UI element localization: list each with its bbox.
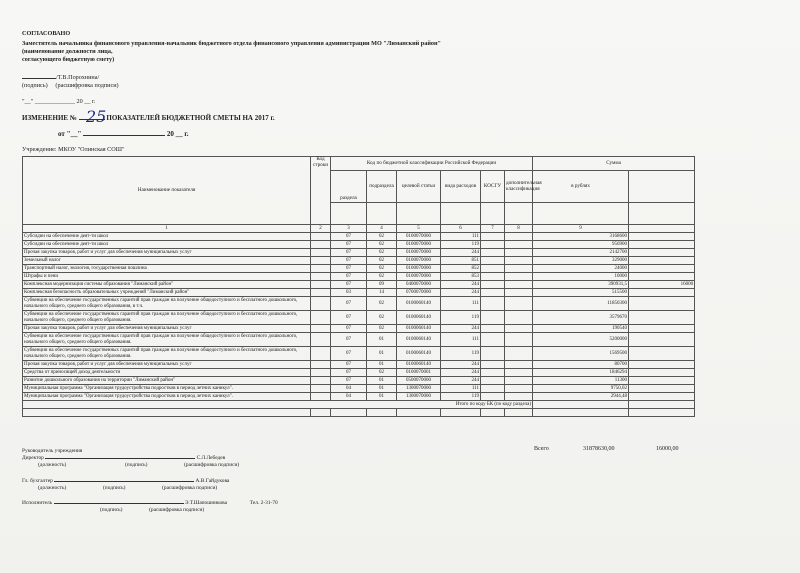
row-dop xyxy=(505,241,533,249)
table-row xyxy=(23,377,695,385)
col-kbk-header: Код по бюджетной классификации Российской Федерации xyxy=(331,157,533,171)
row-vid: 119 xyxy=(441,393,481,401)
row-kosgu xyxy=(481,369,505,377)
row-podrazdel: 02 xyxy=(367,369,397,377)
blank-cell xyxy=(23,409,311,417)
row-extra xyxy=(629,347,695,361)
row-kosgu xyxy=(481,233,505,241)
sub-razdel: раздела xyxy=(331,171,367,203)
sign-caption: (подпись) xyxy=(22,82,48,89)
row-name: Субвенции на обеспечение государственных гарантий прав граждан на получение общедоступного и бесплатного дошкольного, начального общего, среднего общего образования. xyxy=(23,333,311,347)
row-razdel: 07 xyxy=(331,249,367,257)
row-vid: 853 xyxy=(441,273,481,281)
accountant-captions xyxy=(38,485,217,492)
row-podrazdel: 01 xyxy=(367,333,397,347)
row-kosgu xyxy=(481,289,505,297)
row-razdel: 07 xyxy=(331,233,367,241)
row-razdel: 04 xyxy=(331,393,367,401)
from-prefix: от "__" xyxy=(58,130,82,138)
blank-cell xyxy=(505,409,533,417)
row-extra xyxy=(629,361,695,369)
row-razdel: 07 xyxy=(331,265,367,273)
accountant-title: Гл. бухгалтер xyxy=(22,478,53,484)
row-sum: 11850300 xyxy=(533,297,629,311)
budget-table xyxy=(22,156,695,417)
head-label: Руководитель учреждения xyxy=(22,448,83,454)
row-podrazdel: 01 xyxy=(367,377,397,385)
row-vid: 244 xyxy=(441,325,481,333)
row-extra xyxy=(629,273,695,281)
row-sum: 10000 xyxy=(533,273,629,281)
row-sum: 390931,5 xyxy=(533,281,629,289)
row-extra xyxy=(629,297,695,311)
col-code-header: Код строки xyxy=(311,157,331,225)
row-vid: 111 xyxy=(441,297,481,311)
row-name: Прочая закупка товаров, работ и услуг для обеспечения муниципальных услуг xyxy=(23,325,311,333)
row-extra xyxy=(629,377,695,385)
row-podrazdel: 02 xyxy=(367,233,397,241)
row-name: Прочая закупка товаров, работ и услуг для обеспечения муниципальных услуг xyxy=(23,249,311,257)
row-name: Субвенции на обеспечение государственных гарантий прав граждан на получение общедоступного и бесплатного дошкольного, начального общего, среднего общего образования, в т.ч. xyxy=(23,297,311,311)
row-code xyxy=(311,249,331,257)
table-row xyxy=(23,289,695,297)
row-razdel: 07 xyxy=(331,325,367,333)
signer-name: /Т.В.Порохнина/ xyxy=(56,74,100,81)
blank-cell xyxy=(331,409,367,417)
row-razdel: 07 xyxy=(331,241,367,249)
row-name: Комплексная безопасность образовательных учреждений "Лиманский район" xyxy=(23,289,311,297)
row-code xyxy=(311,385,331,393)
row-celevaya: 0500070000 xyxy=(397,377,441,385)
blank-cell xyxy=(441,409,481,417)
row-dop xyxy=(505,233,533,241)
row-sum: 190540 xyxy=(533,325,629,333)
executor-title: Исполнитель xyxy=(22,500,53,506)
table-row xyxy=(23,369,695,377)
row-celevaya: 0100070001 xyxy=(397,369,441,377)
table-row xyxy=(23,273,695,281)
row-sum: 329000 xyxy=(533,257,629,265)
table-row xyxy=(23,297,695,311)
row-razdel: 07 xyxy=(331,361,367,369)
row-razdel: 07 xyxy=(331,333,367,347)
grand-total-extra: 16000,00 xyxy=(656,446,679,452)
row-vid: 111 xyxy=(441,385,481,393)
sub-rub: в рублях xyxy=(533,171,629,203)
table-row xyxy=(23,385,695,393)
sub-cel: целевой статьи xyxy=(397,171,441,203)
column-number: 9 xyxy=(533,225,629,233)
table-row xyxy=(23,233,695,241)
row-vid: 851 xyxy=(441,257,481,265)
institution-line: Учреждение: МКОУ "Олинская СОШ" xyxy=(22,146,125,153)
row-celevaya: 0100060140 xyxy=(397,297,441,311)
row-kosgu xyxy=(481,273,505,281)
row-kosgu xyxy=(481,325,505,333)
blank-cell xyxy=(311,409,331,417)
sub-kosgu: КОСГУ xyxy=(481,171,505,203)
row-name: Штрафы и пени xyxy=(23,273,311,281)
row-vid: 111 xyxy=(441,333,481,347)
row-podrazdel: 02 xyxy=(367,325,397,333)
row-extra xyxy=(629,325,695,333)
row-extra xyxy=(629,233,695,241)
row-celevaya: 0100070000 xyxy=(397,241,441,249)
row-name: Средства от приносящей доход деятельности xyxy=(23,369,311,377)
row-kosgu xyxy=(481,385,505,393)
caption-position: (должность) xyxy=(38,485,67,491)
row-celevaya: 1300070000 xyxy=(397,393,441,401)
grand-total-sum: 31878630,00 xyxy=(583,446,615,452)
table-row xyxy=(23,347,695,361)
row-sum: 11300 xyxy=(533,377,629,385)
row-vid: 244 xyxy=(441,377,481,385)
grand-total-label: Всего xyxy=(534,446,549,452)
row-razdel: 07 xyxy=(331,369,367,377)
row-extra xyxy=(629,289,695,297)
row-celevaya: 0100060140 xyxy=(397,311,441,325)
row-name: Прочая закупка товаров, работ и услуг для обеспечения муниципальных услуг xyxy=(23,361,311,369)
row-podrazdel: 02 xyxy=(367,257,397,265)
row-kosgu xyxy=(481,265,505,273)
row-razdel: 07 xyxy=(331,311,367,325)
executor-captions xyxy=(100,507,204,514)
row-name: Субвенции на обеспечение государственных гарантий прав граждан на получение общедоступного и бесплатного дошкольного, начального общего, среднего общего образования. xyxy=(23,311,311,325)
table-row xyxy=(23,249,695,257)
row-podrazdel: 02 xyxy=(367,273,397,281)
row-kosgu xyxy=(481,377,505,385)
table-header-row xyxy=(23,157,695,171)
blank-cell xyxy=(481,409,505,417)
row-podrazdel: 01 xyxy=(367,347,397,361)
row-podrazdel: 14 xyxy=(367,289,397,297)
row-dop xyxy=(505,333,533,347)
caption-sign: (подпись) xyxy=(100,507,123,513)
col-name-header: Наименование показателя xyxy=(23,157,311,225)
director-title: Директор xyxy=(22,455,44,461)
row-extra: 16000 xyxy=(629,281,695,289)
row-kosgu xyxy=(481,281,505,289)
table-row xyxy=(23,265,695,273)
row-dop xyxy=(505,289,533,297)
change-title xyxy=(22,114,275,122)
row-extra xyxy=(629,393,695,401)
position-note-2: согласующего бюджетную смету) xyxy=(22,56,115,63)
row-celevaya: 0100070000 xyxy=(397,265,441,273)
row-sum: 1846294 xyxy=(533,369,629,377)
row-kosgu xyxy=(481,257,505,265)
row-podrazdel: 01 xyxy=(367,361,397,369)
row-podrazdel: 02 xyxy=(367,241,397,249)
row-razdel: 04 xyxy=(331,385,367,393)
column-number: 3 xyxy=(331,225,367,233)
row-extra xyxy=(629,249,695,257)
row-code xyxy=(311,257,331,265)
signer-captions xyxy=(22,82,119,90)
row-code xyxy=(311,311,331,325)
approver-position: Заместитель начальника финансового управления-начальник бюджетного отдела финансового управления администрации МО "Лиманский район" xyxy=(22,40,441,47)
column-number: 1 xyxy=(23,225,311,233)
table-row xyxy=(23,361,695,369)
sub-podrazdel: подраздела xyxy=(367,171,397,203)
decode-caption: (расшифровка подписи) xyxy=(55,82,119,89)
row-code xyxy=(311,297,331,311)
row-vid: 119 xyxy=(441,347,481,361)
row-podrazdel: 02 xyxy=(367,265,397,273)
row-celevaya: 0400070000 xyxy=(397,281,441,289)
row-kosgu xyxy=(481,311,505,325)
row-extra xyxy=(629,241,695,249)
blank-cell xyxy=(397,409,441,417)
row-dop xyxy=(505,385,533,393)
row-name: Земельный налог xyxy=(23,257,311,265)
row-extra xyxy=(629,265,695,273)
row-vid: 244 xyxy=(441,289,481,297)
row-code xyxy=(311,241,331,249)
executor-line xyxy=(22,500,278,507)
row-celevaya: 0700070000 xyxy=(397,289,441,297)
row-sum: 956900 xyxy=(533,241,629,249)
row-vid: 119 xyxy=(441,311,481,325)
caption-decode: (расшифровка подписи) xyxy=(149,507,205,513)
row-podrazdel: 01 xyxy=(367,393,397,401)
row-kosgu xyxy=(481,361,505,369)
director-name: С.Л.Лебедев xyxy=(196,455,226,461)
caption-sign: (подпись) xyxy=(103,485,126,491)
row-name: Развитие дошкольного образования на территории "Лиманский район" xyxy=(23,377,311,385)
row-vid: 852 xyxy=(441,265,481,273)
column-number: 5 xyxy=(397,225,441,233)
change-prefix: ИЗМЕНЕНИЕ № xyxy=(22,114,77,122)
date-line: "__" _____________ 20 __ г. xyxy=(22,98,96,105)
row-sum: 5200000 xyxy=(533,333,629,347)
row-vid: 244 xyxy=(441,281,481,289)
row-sum: 2142700 xyxy=(533,249,629,257)
caption-position: (должность) xyxy=(38,462,67,468)
blank-row xyxy=(23,409,695,417)
caption-decode: (расшифровка подписи) xyxy=(184,462,240,468)
row-razdel: 07 xyxy=(331,281,367,289)
row-podrazdel: 02 xyxy=(367,249,397,257)
row-name: Субсидии на обеспечение деят-ти школ xyxy=(23,233,311,241)
sub-vid: вида расходов xyxy=(441,171,481,203)
row-razdel: 07 xyxy=(331,257,367,265)
row-kosgu xyxy=(481,297,505,311)
row-podrazdel: 09 xyxy=(367,281,397,289)
handwritten-change-number: 25 xyxy=(86,107,107,126)
executor-name: Э.Т.Шапошникова xyxy=(184,500,228,506)
row-sum: 3579670 xyxy=(533,311,629,325)
row-celevaya: 0100060140 xyxy=(397,361,441,369)
row-dop xyxy=(505,257,533,265)
row-razdel: 07 xyxy=(331,297,367,311)
director-captions xyxy=(38,462,239,469)
row-kosgu xyxy=(481,241,505,249)
row-sum: 515500 xyxy=(533,289,629,297)
column-number: 4 xyxy=(367,225,397,233)
row-kosgu xyxy=(481,249,505,257)
table-row xyxy=(23,311,695,325)
row-vid: 111 xyxy=(441,233,481,241)
row-code xyxy=(311,273,331,281)
table-row xyxy=(23,257,695,265)
column-number xyxy=(629,225,695,233)
row-dop xyxy=(505,369,533,377)
row-podrazdel: 02 xyxy=(367,297,397,311)
row-code xyxy=(311,377,331,385)
total-extra xyxy=(629,401,695,409)
row-dop xyxy=(505,265,533,273)
row-code xyxy=(311,325,331,333)
row-sum: 2944,48 xyxy=(533,393,629,401)
row-name: Муниципальная программа "Организация трудоустройства подростков в период летних каникул". xyxy=(23,385,311,393)
row-vid: 244 xyxy=(441,249,481,257)
accountant-line xyxy=(22,478,229,485)
row-code xyxy=(311,333,331,347)
row-extra xyxy=(629,311,695,325)
row-extra xyxy=(629,385,695,393)
row-dop xyxy=(505,297,533,311)
caption-sign: (подпись) xyxy=(125,462,148,468)
row-celevaya: 0100070000 xyxy=(397,249,441,257)
row-code xyxy=(311,369,331,377)
sub-extra xyxy=(629,171,695,203)
table-row xyxy=(23,333,695,347)
row-vid: 119 xyxy=(441,241,481,249)
row-code xyxy=(311,281,331,289)
total-label: Итого по коду БК (по коду раздела) xyxy=(23,401,533,409)
row-kosgu xyxy=(481,333,505,347)
blank-cell xyxy=(533,409,629,417)
row-podrazdel: 01 xyxy=(367,385,397,393)
from-date-line xyxy=(58,130,189,138)
signer-line xyxy=(22,74,99,82)
table-row xyxy=(23,393,695,401)
column-number-row xyxy=(23,225,695,233)
caption-decode: (расшифровка подписи) xyxy=(162,485,218,491)
col-sum-header: Сумма xyxy=(533,157,695,171)
row-razdel: 07 xyxy=(331,377,367,385)
row-dop xyxy=(505,249,533,257)
row-razdel: 07 xyxy=(331,347,367,361)
from-suffix: 20 __ г. xyxy=(166,130,189,138)
accountant-name: А.В.Гайдукова xyxy=(195,478,230,484)
column-number: 6 xyxy=(441,225,481,233)
column-number: 8 xyxy=(505,225,533,233)
row-dop xyxy=(505,281,533,289)
total-row xyxy=(23,401,695,409)
row-celevaya: 0100070000 xyxy=(397,233,441,241)
row-code xyxy=(311,393,331,401)
row-dop xyxy=(505,361,533,369)
row-celevaya: 0100060140 xyxy=(397,325,441,333)
row-sum: 24000 xyxy=(533,265,629,273)
blank-cell xyxy=(367,409,397,417)
row-sum: 1569500 xyxy=(533,347,629,361)
position-note: (наименование должности лица, xyxy=(22,48,113,55)
table-row xyxy=(23,241,695,249)
row-name: Субсидии на обеспечение деят-ти школ xyxy=(23,241,311,249)
row-dop xyxy=(505,393,533,401)
row-sum: 80700 xyxy=(533,361,629,369)
row-kosgu xyxy=(481,393,505,401)
row-code xyxy=(311,289,331,297)
change-suffix: ПОКАЗАТЕЛЕЙ БЮДЖЕТНОЙ СМЕТЫ НА 2017 г. xyxy=(106,114,275,122)
row-extra xyxy=(629,333,695,347)
row-sum: 9750,02 xyxy=(533,385,629,393)
blank-cell xyxy=(629,409,695,417)
approval-title: СОГЛАСОВАНО xyxy=(22,30,71,37)
row-code xyxy=(311,347,331,361)
table-row xyxy=(23,325,695,333)
row-dop xyxy=(505,377,533,385)
row-celevaya: 0100060140 xyxy=(397,333,441,347)
row-sum: 3168600 xyxy=(533,233,629,241)
column-number: 7 xyxy=(481,225,505,233)
row-code xyxy=(311,265,331,273)
row-dop xyxy=(505,347,533,361)
row-celevaya: 1300070000 xyxy=(397,385,441,393)
total-sum xyxy=(533,401,629,409)
row-code xyxy=(311,361,331,369)
row-name: Транспортный налог, экология, государственная пошлина xyxy=(23,265,311,273)
row-celevaya: 0100060140 xyxy=(397,347,441,361)
row-dop xyxy=(505,311,533,325)
row-extra xyxy=(629,369,695,377)
row-celevaya: 0100070000 xyxy=(397,273,441,281)
row-code xyxy=(311,233,331,241)
executor-phone: Тел. 2-31-70 xyxy=(249,500,278,506)
row-vid: 244 xyxy=(441,369,481,377)
column-number: 2 xyxy=(311,225,331,233)
row-vid: 244 xyxy=(441,361,481,369)
row-dop xyxy=(505,273,533,281)
row-celevaya: 0100070000 xyxy=(397,257,441,265)
row-extra xyxy=(629,257,695,265)
row-name: Субвенции на обеспечение государственных гарантий прав граждан на получение общедоступного и бесплатного дошкольного, начального общего, среднего общего образования. xyxy=(23,347,311,361)
sub-dop: дополнительная классификация xyxy=(505,171,533,203)
row-dop xyxy=(505,325,533,333)
row-kosgu xyxy=(481,347,505,361)
row-podrazdel: 02 xyxy=(367,311,397,325)
row-name: Муниципальная программа "Организация трудоустройства подростков в период летних каникул". xyxy=(23,393,311,401)
director-line xyxy=(22,455,225,462)
row-razdel: 03 xyxy=(331,289,367,297)
row-razdel: 07 xyxy=(331,273,367,281)
table-row xyxy=(23,281,695,289)
row-name: Комплексная модернизация системы образования "Лиманский район" xyxy=(23,281,311,289)
